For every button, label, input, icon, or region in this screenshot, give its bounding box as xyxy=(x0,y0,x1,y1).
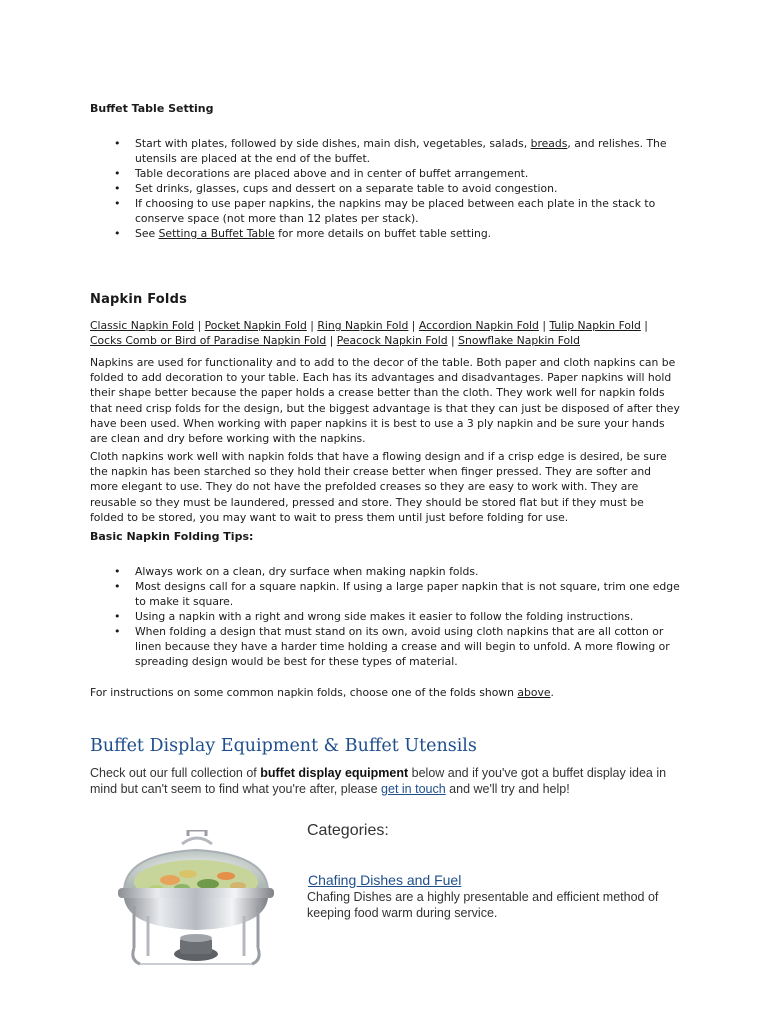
ring-napkin-fold-link[interactable]: Ring Napkin Fold xyxy=(317,319,409,332)
paper-napkins-paragraph: Napkins are used for functionality and to add to the decor of the table. Both paper and cloth napkins can be folded to add decoration to your table. Each has its advantages and disadvantages. Paper napkins will hold their shape better because the paper holds a crease better than the cloth. They work well for napkin folds that need crisp folds for the design, but the biggest advantage is that they can just be disposed of after they have been used. When working with paper napkins it is best to use a 3 ply napkin and be sure your hands are clean and dry before working with the napkins. xyxy=(90,356,680,446)
equipment-heading: Buffet Display Equipment & Buffet Utensils xyxy=(90,736,477,756)
equipment-intro: Check out our full collection of buffet display equipment below and if you've got a buffet display idea in mind but can't seem to find what you're after, please get in touch and we'll try and help! xyxy=(90,766,667,796)
accordion-napkin-fold-link[interactable]: Accordion Napkin Fold xyxy=(418,319,539,332)
list-item: • Table decorations are placed above and in center of buffet arrangement. xyxy=(90,166,680,181)
chafing-dishes-description: Chafing Dishes are a highly presentable and efficient method of keeping food warm during service. xyxy=(307,890,659,920)
chafing-dishes-link[interactable]: Chafing Dishes and Fuel xyxy=(308,872,462,888)
napkin-fold-links: Classic Napkin Fold | Pocket Napkin Fold | Ring Napkin Fold | Accordion Napkin Fold | Tulip Napkin Fold | Cocks Comb or Bird of Paradise Napkin Fold | Peacock Napkin Fold | Snowflake Napkin Fold xyxy=(90,319,648,347)
napkin-folds-heading: Napkin Folds xyxy=(90,292,188,307)
buffet-setting-list xyxy=(90,136,680,241)
list-item: • Set drinks, glasses, cups and dessert on a separate table to avoid congestion. xyxy=(90,181,680,196)
list-item: • If choosing to use paper napkins, the napkins may be placed between each plate in the stack to conserve space (not more than 12 plates per stack). xyxy=(90,196,680,226)
breads-link[interactable]: breads xyxy=(530,137,568,150)
classic-napkin-fold-link[interactable]: Classic Napkin Fold xyxy=(90,319,195,332)
list-item: • When folding a design that must stand on its own, avoid using cloth napkins that are all cotton or linen because they have a harder time holding a crease and will begin to unfold. A more flowing or spreading design would be best for these types of material. xyxy=(90,624,690,669)
instructions-paragraph: For instructions on some common napkin folds, choose one of the folds shown above. xyxy=(90,686,554,699)
list-item: • Start with plates, followed by side dishes, main dish, vegetables, salads, breads, and relishes. The utensils are placed at the end of the buffet. xyxy=(90,136,680,166)
list-item: • Always work on a clean, dry surface when making napkin folds. xyxy=(90,564,690,579)
folding-tips-heading: Basic Napkin Folding Tips: xyxy=(90,530,254,543)
folding-tips-list xyxy=(90,564,690,669)
chafing-dish-image[interactable] xyxy=(110,830,280,970)
list-item: • See Setting a Buffet Table for more details on buffet table setting. xyxy=(90,226,680,241)
buffet-setting-title: Buffet Table Setting xyxy=(90,102,214,115)
pocket-napkin-fold-link[interactable]: Pocket Napkin Fold xyxy=(204,319,307,332)
tulip-napkin-fold-link[interactable]: Tulip Napkin Fold xyxy=(549,319,641,332)
list-item: • Most designs call for a square napkin. If using a large paper napkin that is not square, trim one edge to make it square. xyxy=(90,579,690,609)
above-link[interactable]: above xyxy=(517,686,551,699)
cloth-napkins-paragraph: Cloth napkins work well with napkin folds that have a flowing design and if a crisp edge is desired, be sure the napkin has been starched so they hold their crease better when finger pressed. They are softer and more elegant to use. They do not have the prefolded creases so they are easy to work with. They are reusable so they must be laundered, pressed and store. They should be stored flat but if they must be folded to be stored, you may want to wait to press them until just before folding for use. xyxy=(90,450,667,524)
get-in-touch-link[interactable]: get in touch xyxy=(381,781,446,796)
list-item: • Using a napkin with a right and wrong side makes it easier to follow the folding instructions. xyxy=(90,609,690,624)
setting-buffet-table-link[interactable]: Setting a Buffet Table xyxy=(158,227,275,240)
snowflake-napkin-fold-link[interactable]: Snowflake Napkin Fold xyxy=(458,334,580,347)
cocks-comb-napkin-fold-link[interactable]: Cocks Comb or Bird of Paradise Napkin Fold xyxy=(90,334,327,347)
categories-label: Categories: xyxy=(307,822,389,839)
peacock-napkin-fold-link[interactable]: Peacock Napkin Fold xyxy=(336,334,448,347)
